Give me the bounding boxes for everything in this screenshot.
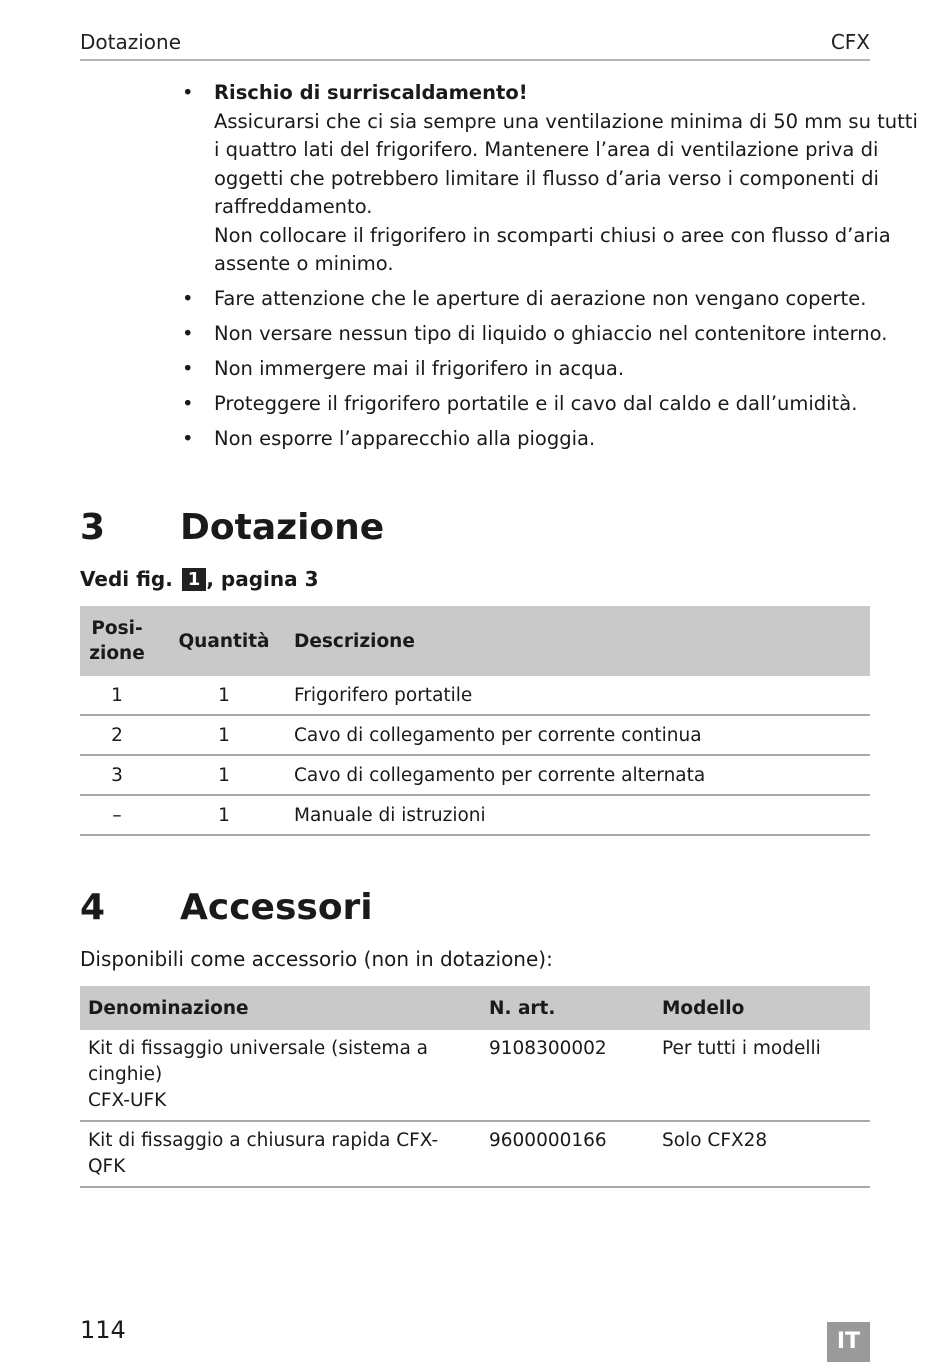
section-title: Accessori <box>180 887 373 928</box>
bullet-dot: • <box>182 392 194 415</box>
section-title: Dotazione <box>180 507 385 548</box>
cell-description: Manuale di istruzioni <box>294 795 870 835</box>
figure-number-badge: 1 <box>182 568 207 591</box>
cell-model: Solo CFX28 <box>654 1121 870 1187</box>
header-text: zione <box>89 643 145 664</box>
warning-line: assente o minimo. <box>214 252 394 275</box>
cell-position: 1 <box>80 676 154 715</box>
table-header-row <box>80 986 870 1030</box>
bullet-dot: • <box>182 357 194 380</box>
page-header <box>80 28 870 61</box>
warning-title: Rischio di surriscaldamento! <box>214 81 528 104</box>
cell-article-number: 9600000166 <box>481 1121 654 1187</box>
section-number: 4 <box>80 887 106 928</box>
cell-position: – <box>80 795 154 835</box>
table-row <box>80 715 870 755</box>
figure-ref-suffix: , pagina 3 <box>206 567 319 591</box>
cell-description: Cavo di collegamento per corrente alternata <box>294 755 870 795</box>
column-header-description: Descrizione <box>294 606 870 676</box>
bullet-dot: • <box>182 427 194 450</box>
cell-position: 2 <box>80 715 154 755</box>
list-item-text: Proteggere il frigorifero portatile e il cavo dal caldo e dall’umidità. <box>214 392 858 415</box>
list-item-text: Non esporre l’apparecchio alla pioggia. <box>214 427 596 450</box>
cell-name <box>80 1030 481 1121</box>
warning-line: oggetti che potrebbero limitare il flusso d’aria verso i componenti di <box>214 166 879 190</box>
section-heading-dotazione <box>80 506 384 550</box>
column-header-quantity: Quantità <box>154 606 294 676</box>
cell-description: Frigorifero portatile <box>294 676 870 715</box>
language-badge: IT <box>827 1322 870 1362</box>
page-number: 114 <box>80 1316 126 1344</box>
accessories-intro: Disponibili come accessorio (non in dotazione): <box>80 947 553 971</box>
bullet-dot: • <box>182 81 194 104</box>
list-item <box>182 425 882 454</box>
list-item <box>182 355 882 384</box>
cell-article-number: 9108300002 <box>481 1030 654 1121</box>
cell-description: Cavo di collegamento per corrente continua <box>294 715 870 755</box>
cell-text: Kit di fissaggio universale (sistema a cinghie) <box>88 1038 429 1085</box>
cell-quantity: 1 <box>154 715 294 755</box>
cell-text: CFX-UFK <box>88 1090 167 1111</box>
table-row <box>80 1121 870 1187</box>
header-section-title: Dotazione <box>80 30 182 54</box>
list-item <box>182 320 888 349</box>
cell-quantity: 1 <box>154 676 294 715</box>
figure-reference <box>80 567 319 591</box>
list-item <box>182 390 882 419</box>
figure-ref-prefix: Vedi fig. <box>80 567 173 591</box>
table-row <box>80 676 870 715</box>
list-item <box>182 285 882 314</box>
table-row <box>80 1030 870 1121</box>
cell-position: 3 <box>80 755 154 795</box>
safety-bullet-list <box>182 79 918 460</box>
column-header-name: Denominazione <box>80 986 481 1030</box>
table-header-row <box>80 606 870 676</box>
list-item-warning <box>182 79 918 279</box>
cell-quantity: 1 <box>154 795 294 835</box>
table-row <box>80 755 870 795</box>
column-header-model: Modello <box>654 986 870 1030</box>
warning-line: Non collocare il frigorifero in scomparti chiusi o aree con flusso d’aria <box>214 223 891 247</box>
section-number: 3 <box>80 507 106 548</box>
accessories-table <box>80 986 870 1188</box>
section-heading-accessori <box>80 886 373 930</box>
bullet-dot: • <box>182 287 194 310</box>
bullet-dot: • <box>182 322 194 345</box>
header-product-name: CFX <box>830 30 870 54</box>
cell-name: Kit di fissaggio a chiusura rapida CFX-QFK <box>80 1121 481 1187</box>
contents-table <box>80 606 870 836</box>
table-row <box>80 795 870 835</box>
cell-model: Per tutti i modelli <box>654 1030 870 1121</box>
cell-quantity: 1 <box>154 755 294 795</box>
list-item-text: Non immergere mai il frigorifero in acqua. <box>214 357 625 380</box>
warning-line: raffreddamento. <box>214 195 373 218</box>
list-item-text: Non versare nessun tipo di liquido o ghiaccio nel contenitore interno. <box>214 322 888 345</box>
column-header-position <box>80 606 154 676</box>
column-header-article-number: N. art. <box>481 986 654 1030</box>
header-text: Posi- <box>91 618 143 639</box>
list-item-text: Fare attenzione che le aperture di aerazione non vengano coperte. <box>214 287 867 310</box>
warning-line: Assicurarsi che ci sia sempre una ventilazione minima di 50 mm su tutti <box>214 109 918 133</box>
warning-line: i quattro lati del frigorifero. Mantenere l’area di ventilazione priva di <box>214 138 879 161</box>
